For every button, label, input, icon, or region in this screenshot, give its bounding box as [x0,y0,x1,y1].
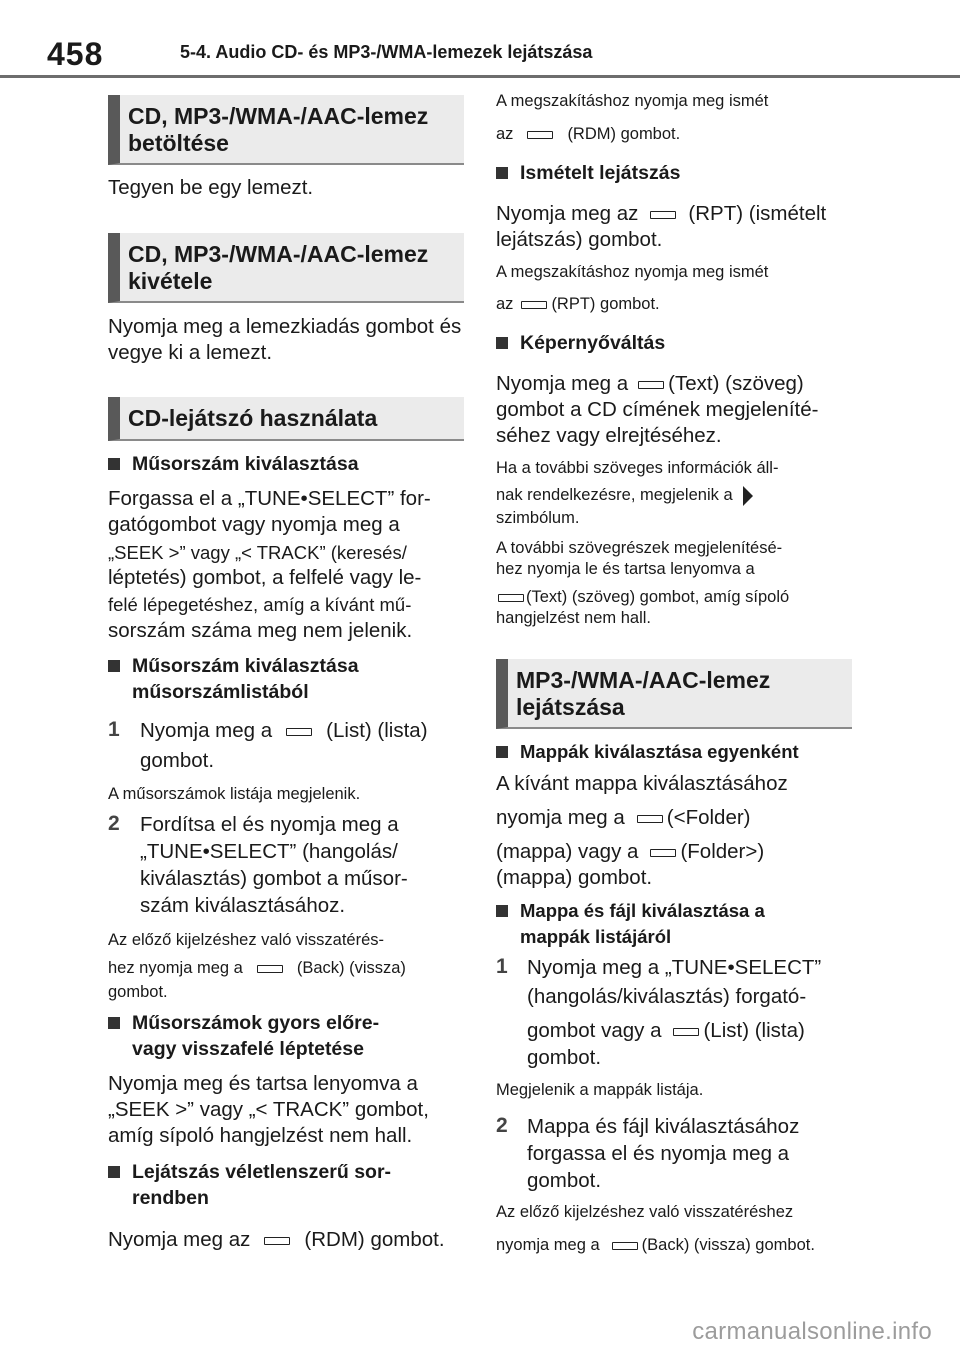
body-text: Nyomja meg az (RPT) (ismételt [496,202,827,225]
page-number: 458 [47,36,104,72]
more-text-arrow-icon [743,486,753,506]
note-text: szimbólum. [496,509,580,527]
subheading-fast-forward: Műsorszámok gyors előre- vagy visszafelé léptetése [108,1010,464,1062]
step-number: 1 [496,955,508,978]
note-text: az (RPT) gombot. [496,295,660,313]
back-button-icon [257,965,283,973]
subheading-track-select: Műsorszám kiválasztása [108,451,464,477]
body-text: Nyomja meg és tartsa lenyomva a [108,1072,418,1095]
square-bullet-icon [496,167,508,179]
chapter-title: 5-4. Audio CD- és MP3-/WMA-lemezek lejátszása [180,42,593,62]
rdm-button-icon [264,1237,290,1245]
note-text: A műsorszámok listája megjelenik. [108,785,361,803]
note-text: A megszakításhoz nyomja meg ismét [496,92,769,110]
note-text: nak rendelkezésre, megjelenik a [496,485,753,506]
body-text: (mappa) vagy a (Folder>) [496,840,765,863]
section-heading-mp3-playback: MP3-/WMA-/AAC-lemez lejátszása [496,659,852,729]
watermark: carmanualsonline.info [692,1318,932,1345]
body-text: A kívánt mappa kiválasztásához [496,772,788,795]
note-text: az (RDM) gombot. [496,125,681,143]
square-bullet-icon [108,1166,120,1178]
note-text: Megjelenik a mappák listája. [496,1081,704,1099]
section-heading-eject: CD, MP3-/WMA-/AAC-lemez kivétele [108,233,464,303]
note-text: Az előző kijelzéshez való visszatéréshez [496,1203,794,1221]
text-button-icon [498,594,524,602]
note-text: hez nyomja le és tartsa lenyomva a [496,560,755,578]
body-text: gombot a CD címének megjeleníté- [496,398,819,421]
step-1: 1 Nyomja meg a (List) (lista) gombot. [108,718,428,772]
rdm-button-icon [527,131,553,139]
folder-next-button-icon [650,849,676,857]
section-heading-cd-player: CD-lejátszó használata [108,397,464,441]
list-button-icon [286,728,312,736]
body-text: Nyomja meg a (Text) (szöveg) [496,372,804,395]
subheading-repeat: Ismételt lejátszás [496,160,852,186]
step-1: 1 Nyomja meg a „TUNE•SELECT” (hangolás/kiválasztás) forgató- gombot vagy a (List) (lista) gombot. [496,955,822,1069]
square-bullet-icon [496,746,508,758]
body-text: felé lépegetéshez, amíg a kívánt mű- [108,594,412,615]
subheading-folder-list: Mappa és fájl kiválasztása a mappák listájáról [496,898,852,950]
note-text: hez nyomja meg a (Back) (vissza) [108,959,406,977]
note-text: A további szövegrészek megjelenítésé- [496,539,783,557]
note-text: A megszakításhoz nyomja meg ismét [496,263,769,281]
step-number: 2 [496,1114,508,1137]
body-text: Tegyen be egy lemezt. [108,176,314,199]
note-text: gombot. [108,983,168,1001]
square-bullet-icon [108,1017,120,1029]
subheading-random: Lejátszás véletlenszerű sor- rendben [108,1159,464,1211]
body-text: (mappa) gombot. [496,866,653,889]
rpt-button-icon [521,301,547,309]
note-text: Az előző kijelzéshez való visszatérés- [108,931,385,949]
subheading-folder-select: Mappák kiválasztása egyenként [496,739,852,765]
header-rule [0,75,960,78]
body-text: „SEEK >” vagy „< TRACK” gombot, [108,1098,429,1121]
square-bullet-icon [108,458,120,470]
square-bullet-icon [108,660,120,672]
step-2: 2 Mappa és fájl kiválasztásához forgassa el és nyomja meg a gombot. [496,1114,800,1192]
section-heading-load: CD, MP3-/WMA-/AAC-lemez betöltése [108,95,464,165]
list-button-icon [673,1028,699,1036]
body-text: lejátszás) gombot. [496,228,663,251]
body-text: Forgassa el a „TUNE•SELECT” for- [108,487,431,510]
body-text: Nyomja meg az (RDM) gombot. [108,1228,445,1251]
subheading-track-from-list: Műsorszám kiválasztása műsorszámlistából [108,653,464,705]
body-text: „SEEK >” vagy „< TRACK” (keresés/ [108,542,407,563]
step-2: 2 Fordítsa el és nyomja meg a „TUNE•SELECT” (hangolás/ kiválasztás) gombot a műsor- szám kiválasztásához. [108,812,408,917]
square-bullet-icon [496,337,508,349]
step-number: 1 [108,718,120,741]
body-text: sorszám száma meg nem jelenik. [108,619,413,642]
body-text: séhez vagy elrejtéséhez. [496,424,722,447]
note-text: Ha a további szöveges információk áll- [496,459,779,477]
square-bullet-icon [496,905,508,917]
step-number: 2 [108,812,120,835]
body-text: amíg sípoló hangjelzést nem hall. [108,1124,413,1147]
body-text: nyomja meg a (<Folder) [496,806,751,829]
body-text: léptetés) gombot, a felfelé vagy le- [108,566,422,589]
text-button-icon [638,381,664,389]
body-text: gatógombot vagy nyomja meg a [108,513,400,536]
subheading-display-switch: Képernyőváltás [496,330,852,356]
note-text: nyomja meg a (Back) (vissza) gombot. [496,1236,815,1254]
note-text: hangjelzést nem hall. [496,609,652,627]
rpt-button-icon [650,211,676,219]
folder-prev-button-icon [637,815,663,823]
back-button-icon [612,1242,638,1250]
note-text: (Text) (szöveg) gombot, amíg sípoló [496,587,789,608]
body-text: Nyomja meg a lemezkiadás gombot és vegye ki a lemezt. [108,315,462,364]
